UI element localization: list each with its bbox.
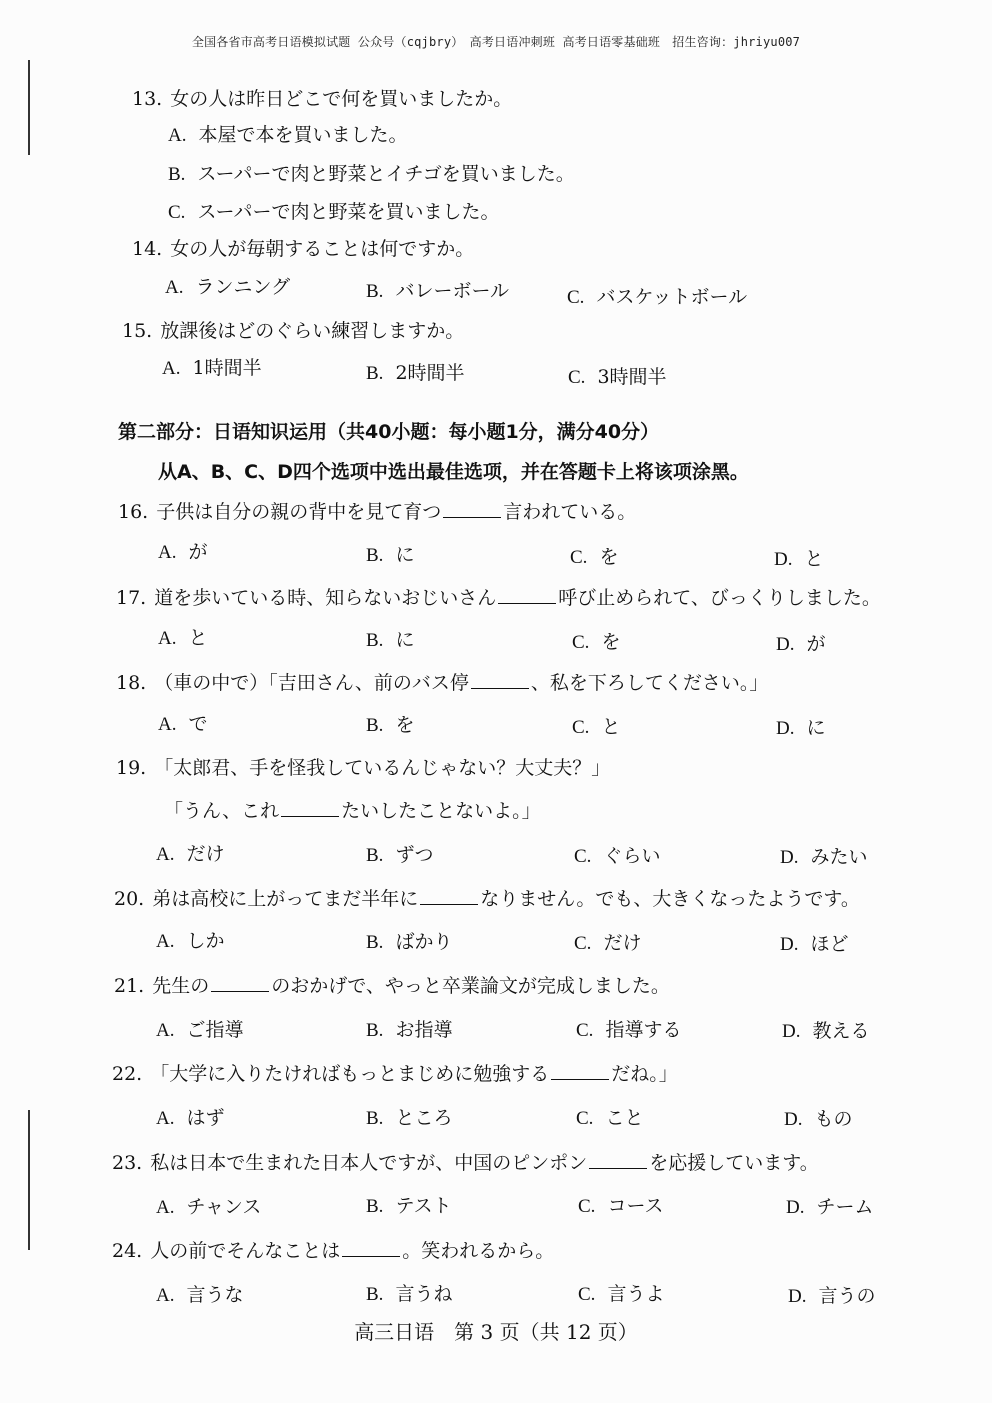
option-c[interactable]: C. を bbox=[572, 631, 621, 653]
page-header: 全国各省市高考日语模拟试题 公众号（cqjbry） 高考日语冲刺班 高考日语零基础班 招生咨询：jhriyu007 bbox=[191, 35, 801, 49]
option-b[interactable]: B. ばかり bbox=[366, 931, 453, 953]
answer-blank bbox=[589, 1154, 647, 1169]
option-a[interactable]: A. で bbox=[158, 713, 208, 735]
question-21: 21. 先生の のおかげで、やっと卒業論文が完成しました。 bbox=[114, 975, 670, 997]
option-d[interactable]: D. ほど bbox=[780, 933, 849, 955]
option-c[interactable]: C. こと bbox=[576, 1107, 644, 1129]
option-b[interactable]: B. 2時間半 bbox=[366, 362, 465, 384]
option-a[interactable]: A. 1時間半 bbox=[162, 357, 262, 379]
question-23: 23. 私は日本で生まれた日本人ですが、中国のピンポン を応援しています。 bbox=[112, 1152, 819, 1174]
option-b[interactable]: B. を bbox=[366, 714, 415, 736]
question-number: 14. bbox=[132, 238, 163, 260]
option-c[interactable]: C. ぐらい bbox=[574, 845, 661, 867]
question-18: 18. （車の中で）「吉田さん、前のバス停 、私を下ろしてください。」 bbox=[116, 672, 769, 694]
question-22: 22. 「大学に入りたければもっとまじめに勉強する だね。」 bbox=[112, 1063, 678, 1085]
option-b[interactable]: B. に bbox=[366, 629, 415, 651]
option-d[interactable]: D. と bbox=[774, 548, 824, 570]
option-b[interactable]: B. に bbox=[366, 544, 415, 566]
answer-blank bbox=[281, 802, 339, 817]
option-b[interactable]: B. テスト bbox=[366, 1195, 452, 1217]
section-title: 第二部分：日语知识运用（共40小题：每小题1分，满分40分） bbox=[118, 421, 660, 443]
margin-line bbox=[28, 1110, 30, 1250]
option-b[interactable]: B. お指導 bbox=[366, 1019, 453, 1041]
option-d[interactable]: D. チーム bbox=[786, 1196, 874, 1218]
option-a[interactable]: A. が bbox=[158, 541, 208, 563]
answer-blank bbox=[211, 977, 269, 992]
question-16: 16. 子供は自分の親の背中を見て育つ 言われている。 bbox=[118, 501, 637, 523]
question-number: 13. bbox=[132, 88, 163, 110]
answer-blank bbox=[551, 1065, 609, 1080]
option-c[interactable]: C. バスケットボール bbox=[567, 286, 748, 308]
option-c[interactable]: C. スーパーで肉と野菜を買いました。 bbox=[168, 201, 500, 223]
option-c[interactable]: C. コース bbox=[578, 1195, 664, 1217]
answer-blank bbox=[342, 1242, 400, 1257]
answer-blank bbox=[471, 674, 529, 689]
option-d[interactable]: D. 言うの bbox=[788, 1285, 876, 1307]
option-a[interactable]: A. しか bbox=[156, 930, 225, 952]
option-d[interactable]: D. みたい bbox=[780, 846, 868, 868]
question-13 bbox=[132, 84, 512, 111]
margin-line bbox=[28, 60, 30, 155]
question-17: 17. 道を歩いている時、知らないおじいさん 呼び止められて、びっくりしました。 bbox=[116, 587, 881, 609]
option-a[interactable]: A. 言うな bbox=[156, 1284, 244, 1306]
page-footer: 高三日语 第 3 页（共 12 页） bbox=[354, 1320, 638, 1344]
option-c[interactable]: C. を bbox=[570, 546, 619, 568]
question-number: 15. bbox=[122, 320, 153, 342]
section-instruction: 从A、B、C、D四个选项中选出最佳选项，并在答题卡上将该项涂黑。 bbox=[158, 461, 749, 483]
option-c[interactable]: C. 言うよ bbox=[578, 1283, 665, 1305]
option-b[interactable]: B. 言うね bbox=[366, 1283, 453, 1305]
option-a[interactable]: A. 本屋で本を買いました。 bbox=[168, 124, 408, 146]
option-c[interactable]: C. と bbox=[572, 716, 621, 738]
option-b[interactable]: B. ずつ bbox=[366, 844, 434, 866]
option-d[interactable]: D. もの bbox=[784, 1108, 853, 1130]
option-a[interactable]: A. と bbox=[158, 627, 208, 649]
option-d[interactable]: D. 教える bbox=[782, 1020, 870, 1042]
question-text: 放課後はどのぐらい練習しますか。 bbox=[160, 320, 465, 342]
option-c[interactable]: C. 指導する bbox=[576, 1019, 682, 1041]
option-a[interactable]: A. ご指導 bbox=[156, 1019, 244, 1041]
question-19: 19. 「太郎君、手を怪我しているんじゃない？大丈夫？」 bbox=[116, 757, 611, 779]
option-c[interactable]: C. だけ bbox=[574, 932, 642, 954]
question-20: 20. 弟は高校に上がってまだ半年に なりません。でも、大きくなったようです。 bbox=[114, 888, 860, 910]
question-19-line2: 「うん、これ たいしたことないよ。」 bbox=[164, 800, 541, 822]
option-a[interactable]: A. だけ bbox=[156, 843, 225, 865]
question-24: 24. 人の前でそんなことは 。笑われるから。 bbox=[112, 1240, 555, 1262]
option-d[interactable]: D. が bbox=[776, 633, 826, 655]
option-a[interactable]: A. はず bbox=[156, 1107, 225, 1129]
option-b[interactable]: B. バレーボール bbox=[366, 280, 510, 302]
option-a[interactable]: A. チャンス bbox=[156, 1196, 262, 1218]
question-text: 女の人は昨日どこで何を買いましたか。 bbox=[170, 88, 513, 110]
question-14 bbox=[132, 234, 474, 261]
option-b[interactable]: B. ところ bbox=[366, 1107, 453, 1129]
option-d[interactable]: D. に bbox=[776, 717, 826, 739]
answer-blank bbox=[420, 890, 478, 905]
option-b[interactable]: B. スーパーで肉と野菜とイチゴを買いました。 bbox=[168, 163, 575, 185]
question-text: 女の人が毎朝することは何ですか。 bbox=[170, 238, 475, 260]
option-c[interactable]: C. 3時間半 bbox=[568, 366, 667, 388]
option-a[interactable]: A. ランニング bbox=[165, 276, 291, 298]
answer-blank bbox=[498, 589, 556, 604]
question-15 bbox=[122, 316, 464, 343]
answer-blank bbox=[443, 503, 501, 518]
